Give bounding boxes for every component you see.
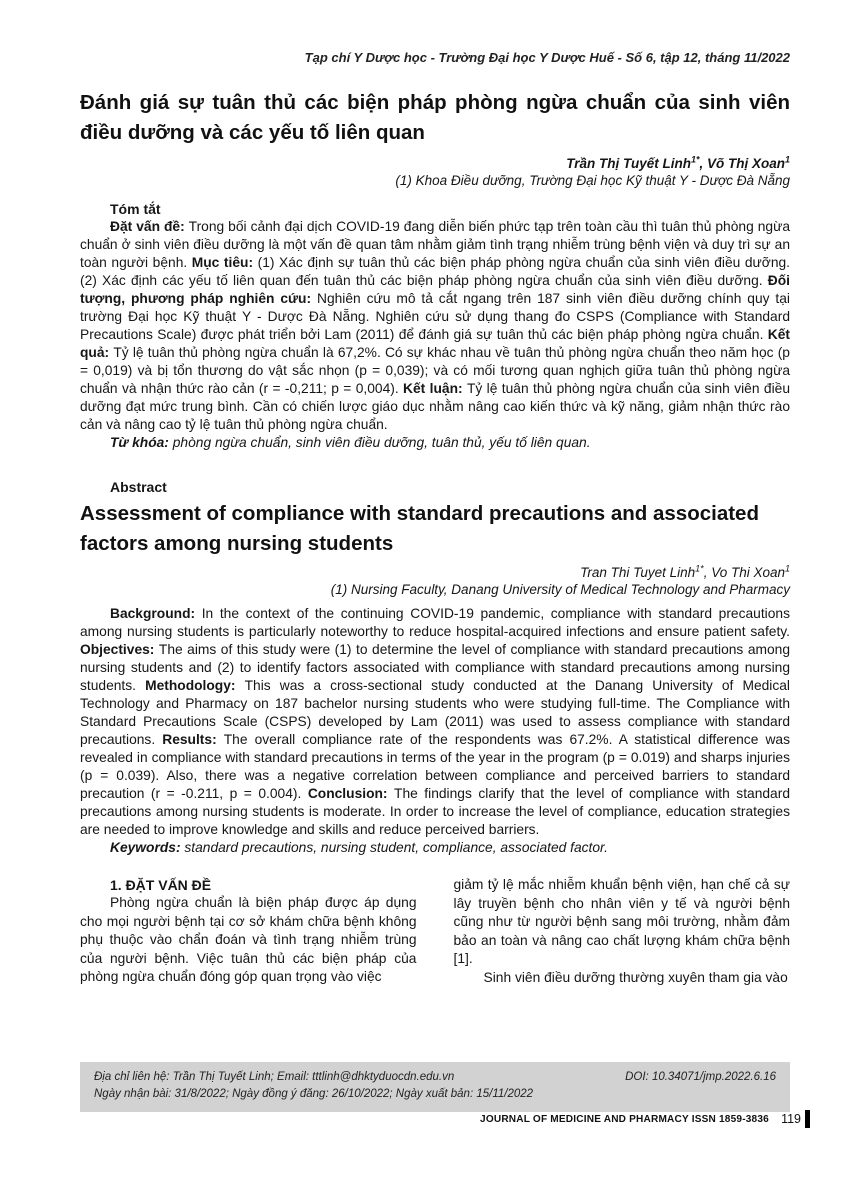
authors-en: Tran Thi Tuyet Linh$^{1*}$, Vo Thi Xoan$^1$ [580,563,790,580]
intro-paragraph-right-2: Sinh viên điều dưỡng thường xuyên tham gia vào [483,969,788,985]
column-left [80,876,417,988]
authors-vi: Trần Thị Tuyết Linh$^{1*}$, Võ Thị Xoan$^1$ [566,154,790,171]
abstract-vi: Đặt vấn đề: Trong bối cảnh đại dịch COVID-19 đang diễn biến phức tạp trên toàn cầu thì tuân thủ phòng ngừa chuẩn ở sinh viên điều dưỡng là một vấn đề quan tâm nhằm giảm tình trạng nhiễm trùng bệnh viện và duy trì sự an toàn người bệnh. Mục tiêu: (1) Xác định sự tuân thủ các biện pháp phòng ngừa chuẩn của sinh viên điều dưỡng. (2) Xác định các yếu tố liên quan đến tuân thủ các biện pháp phòng ngừa chuẩn của sinh viên điều dưỡng. Đối tượng, phương pháp nghiên cứu: Nghiên cứu mô tả cắt ngang trên 187 sinh viên điều dưỡng chính quy tại trường Đại học Kỹ thuật Y - Dược Đà Nẵng. Nghiên cứu sử dụng thang đo CSPS (Compliance with Standard Precautions Scale) được phát triển bởi Lam (2011) để đánh giá sự tuân thủ các biện pháp phòng ngừa chuẩn. Kết quả: Tỷ lệ tuân thủ phòng ngừa chuẩn là 67,2%. Có sự khác nhau về tuân thủ phòng ngừa chuẩn theo năm học (p = 0,019) và bị tổn thương do vật sắc nhọn (p = 0,039); và có mối tương quan nghịch giữa tuân thủ phòng ngừa chuẩn và nhận thức rào cản (r = -0,211; p = 0,004). Kết luận: Tỷ lệ tuân thủ phòng ngừa chuẩn của sinh viên điều dưỡng đạt mức trung bình. Cần có chiến lược giáo dục nhằm nâng cao kiến thức và kỹ năng, giảm nhận thức rào cản và nâng cao tỷ lệ tuân thủ phòng ngừa chuẩn. [80,219,791,432]
affiliation-vi: (1) Khoa Điều dưỡng, Trường Đại học Kỹ thuật Y - Dược Đà Nẵng [395,173,790,188]
keywords-en: Keywords: standard precautions, nursing student, compliance, associated factor. [110,840,608,855]
article-title-en: Assessment of compliance with standard precautions and associated factors among nursing students [80,502,759,555]
journal-header: Tạp chí Y Dược học - Trường Đại học Y Dược Huế - Số 6, tập 12, tháng 11/2022 [304,50,790,65]
contact-info-box [80,1062,790,1112]
intro-paragraph-right-continuation: giảm tỷ lệ mắc nhiễm khuẩn bệnh viện, hạn chế cả sự lây truyền bệnh cho nhân viên y tế và người bệnh cũng như từ người bệnh sang môi trường, nhằm đảm bảo an toàn và nâng cao chất lượng khám chữa bệnh [1]. [453,877,790,967]
abstract-heading-vi: Tóm tắt [110,201,161,217]
contact-line: Địa chỉ liên hệ: Trần Thị Tuyết Linh; Email: tttlinh@dhktyduocdn.edu.vn [94,1071,455,1083]
abstract-heading-en: Abstract [110,479,167,495]
column-right [454,876,791,988]
abstract-en: Background: In the context of the continuing COVID-19 pandemic, compliance with standard precautions among nursing students is particularly noteworthy to reduce hospital-acquired infections and ensure patient safety. Objectives: The aims of this study were (1) to determine the level of compliance with standard precautions among nursing students and (2) to identify factors associated with compliance with standard precautions among nursing students. Methodology: This was a cross-sectional study conducted at the Danang University of Medical Technology and Pharmacy on 187 bachelor nursing students who were studying full-time. The Compliance with Standard Precautions Scale (CSPS) developed by Lam (2011) was used to assess compliance with standard precautions. Results: The overall compliance rate of the respondents was 67.2%. A statistical difference was revealed in compliance with standard precautions in terms of the year in the program (p = 0.019) and sharps injuries (p = 0.039). Also, there was a negative correlation between compliance and perceived barriers to standard precaution (r = -0.211, p = 0.004). Conclusion: The findings clarify that the level of compliance with standard precautions among nursing students is moderate. In order to increase the level of compliance, education strategies are needed to improve knowledge and skills and reduce perceived barriers. [80,606,790,837]
section-1-heading: 1. ĐẶT VẤN ĐỀ [110,877,212,893]
body-columns [80,876,790,988]
page-number: 119 [781,1112,801,1126]
keywords-vi: Từ khóa: phòng ngừa chuẩn, sinh viên điều dưỡng, tuân thủ, yếu tố liên quan. [110,435,591,450]
article-title-vi: Đánh giá sự tuân thủ các biện pháp phòng ngừa chuẩn của sinh viên điều dưỡng và các yếu tố liên quan [80,91,790,144]
dates-line: Ngày nhận bài: 31/8/2022; Ngày đồng ý đăng: 26/10/2022; Ngày xuất bản: 15/11/2022 [94,1088,534,1100]
page-footer [468,1110,810,1128]
page-number-bar [805,1110,810,1128]
intro-paragraph-left: Phòng ngừa chuẩn là biện pháp được áp dụng cho mọi người bệnh tại cơ sở khám chữa bệnh không phụ thuộc vào chẩn đoán và tình trạng nhiễm trùng của người bệnh. Việc tuân thủ các biện pháp của phòng ngừa chuẩn đóng góp quan trọng vào việc [80,895,417,985]
doi-text: DOI: 10.34071/jmp.2022.6.16 [625,1071,776,1083]
journal-footer-name: JOURNAL OF MEDICINE AND PHARMACY ISSN 1859-3836 [480,1113,770,1125]
affiliation-en: (1) Nursing Faculty, Danang University of Medical Technology and Pharmacy [330,582,790,597]
